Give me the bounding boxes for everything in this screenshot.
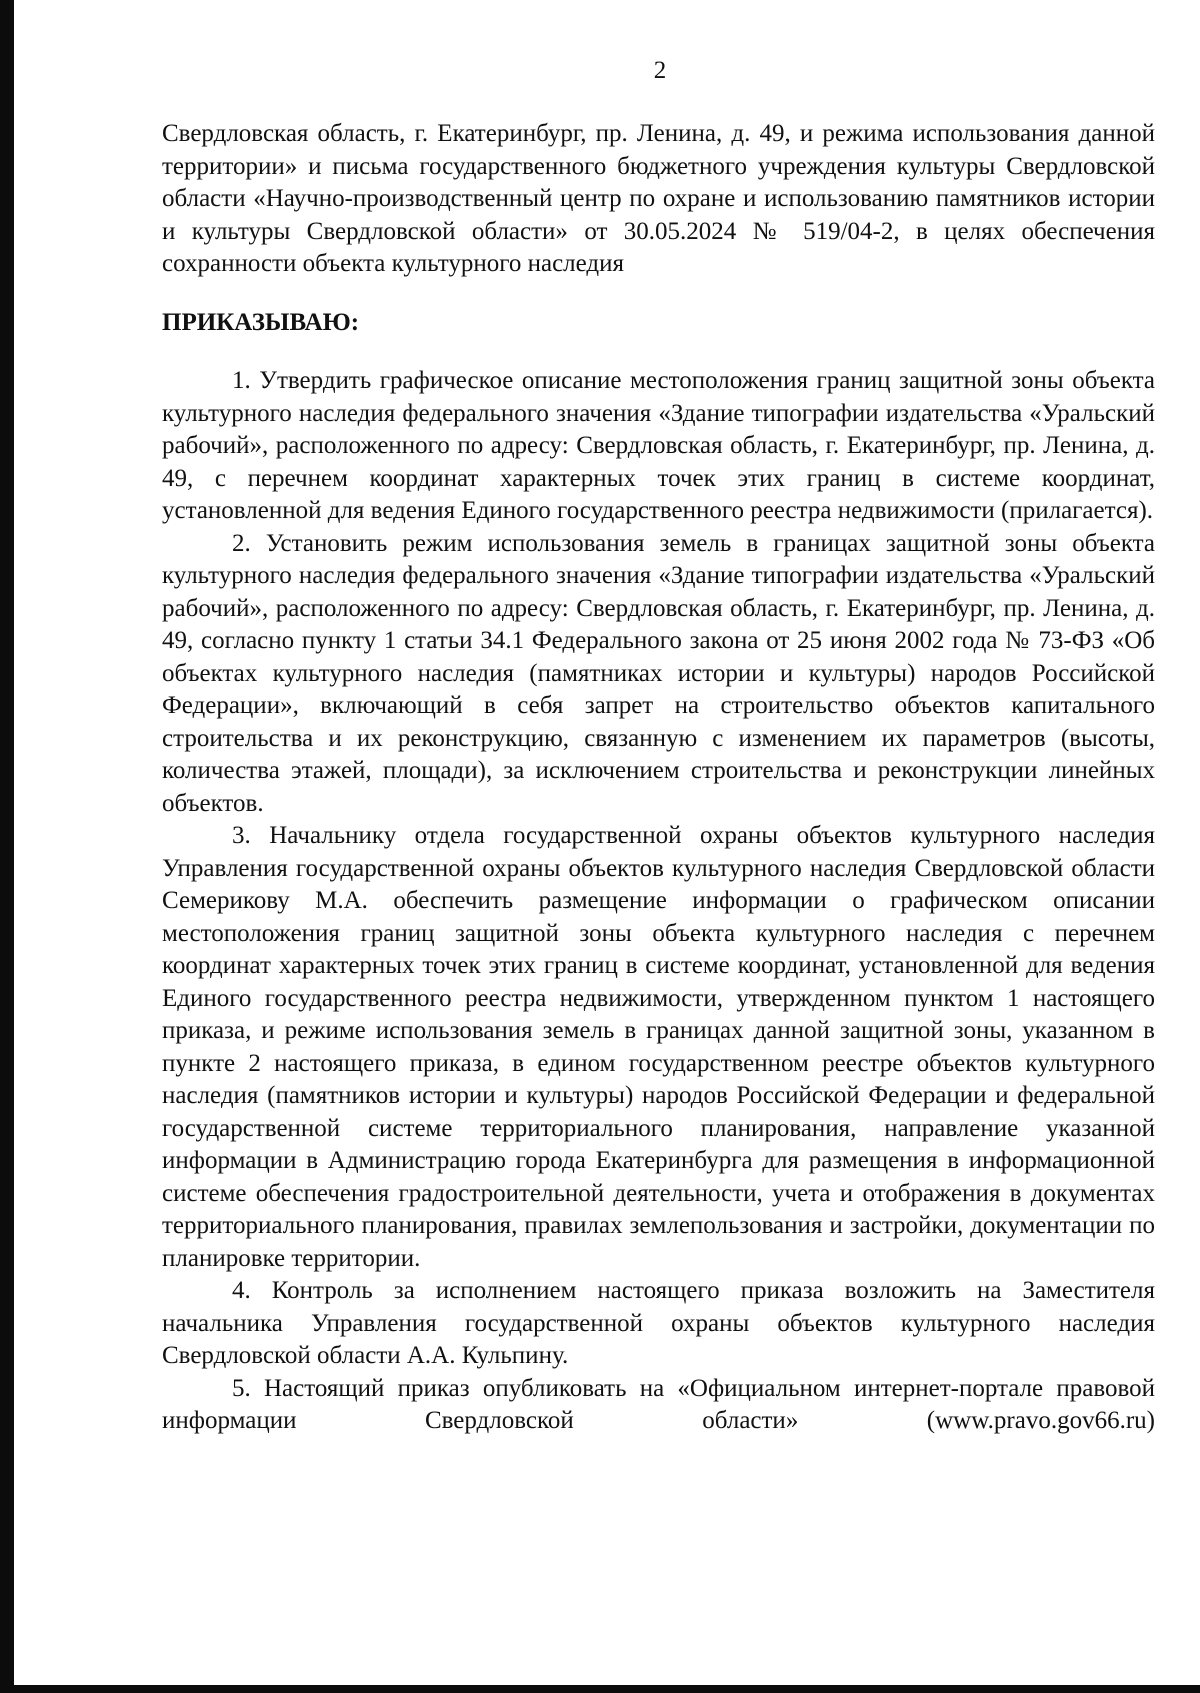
document-body: [162, 118, 1155, 1438]
order-item-2: 2. Установить режим использования земель в границах защитной зоны объекта культурного наследия федерального значения «Здание типографии издательства «Уральский рабочий», расположенного по адресу: Свердловская область, г. Екатеринбург, пр. Ленина, д. 49, согласно пункту 1 статьи 34.1 Федерального закона от 25 июня 2002 года № 73-ФЗ «Об объектах культурного наследия (памятниках истории и культуры) народов Российской Федерации», включающий в себя запрет на строительство объектов капитального строительства и их реконструкцию, связанную с изменением их параметров (высоты, количества этажей, площади), за исключением строительства и реконструкции линейных объектов.: [162, 529, 1155, 817]
scan-left-edge: [0, 0, 14, 1693]
order-item-3: 3. Начальнику отдела государственной охраны объектов культурного наследия Управления государственной охраны объектов культурного наследия Свердловской области Семерикову М.А. обеспечить размещение информации о графическом описании местоположения границ защитной зоны объекта культурного наследия с перечнем координат характерных точек этих границ в системе координат, установленной для ведения Единого государственного реестра недвижимости, утвержденном пунктом 1 настоящего приказа, и режиме использования земель в границах данной защитной зоны, указанном в пункте 2 настоящего приказа, в едином государственном реестре объектов культурного наследия (памятников истории и культуры) народов Российской Федерации и федеральной государственной системе территориального планирования, направление указанной информации в Администрацию города Екатеринбурга для размещения в информационной системе обеспечения градостроительной деятельности, учета и отображения в документах территориального планирования, правилах землепользования и застройки, документации по планировке территории.: [162, 822, 1155, 1272]
order-item-1: 1. Утвердить графическое описание местоположения границ защитной зоны объекта культурного наследия федерального значения «Здание типографии издательства «Уральский рабочий», расположенного по адресу: Свердловская область, г. Екатеринбург, пр. Ленина, д. 49, с перечнем координат характерных точек этих границ в системе координат, установленной для ведения Единого государственного реестра недвижимости (прилагается).: [162, 367, 1155, 524]
order-item-4: 4. Контроль за исполнением настоящего приказа возложить на Заместителя начальника Управления государственной охраны объектов культурного наследия Свердловской области А.А. Кульпину.: [162, 1277, 1155, 1369]
page-number: 2: [653, 57, 667, 84]
intro-paragraph: Свердловская область, г. Екатеринбург, пр. Ленина, д. 49, и режима использования данной территории» и письма государственного бюджетного учреждения культуры Свердловской области «Научно-производственный центр по охране и использованию памятников истории и культуры Свердловской области» от 30.05.2024 № 519/04-2, в целях обеспечения сохранности объекта культурного наследия: [162, 120, 1155, 277]
order-item-5: 5. Настоящий приказ опубликовать на «Официальном интернет-портале правовой информации Свердловской области» (www.pravo.gov66.ru): [162, 1374, 1155, 1434]
order-heading: ПРИКАЗЫВАЮ:: [162, 308, 360, 336]
scan-bottom-edge: [0, 1685, 1200, 1693]
